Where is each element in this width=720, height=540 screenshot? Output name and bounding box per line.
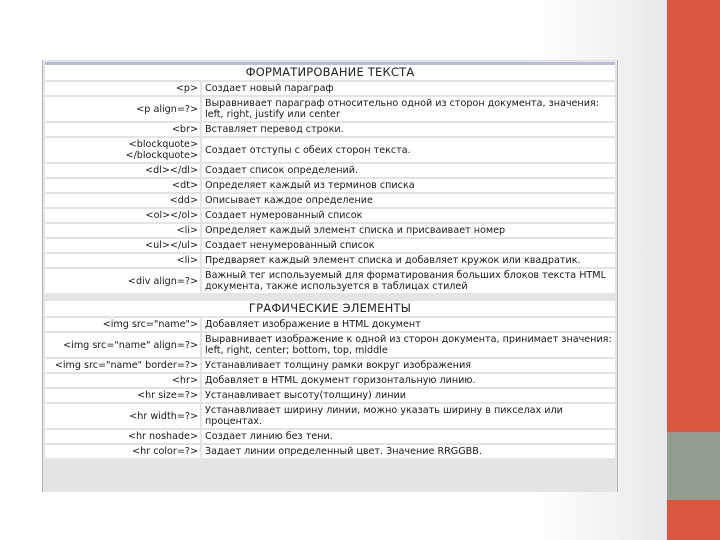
table-row bbox=[45, 224, 615, 237]
section-header-row bbox=[45, 62, 615, 80]
description-cell: Создает новый параграф bbox=[202, 82, 615, 95]
tag-cell: <ul></ul> bbox=[45, 239, 200, 252]
description-cell: Добавляет изображение в HTML документ bbox=[202, 318, 615, 331]
description-cell: Важный тег используемый для форматирования больших блоков текста HTML документа, также используется в таблицах стилей bbox=[202, 269, 615, 293]
section-title: ФОРМАТИРОВАНИЕ ТЕКСТА bbox=[45, 62, 615, 80]
table-row bbox=[45, 97, 615, 121]
table-row bbox=[45, 164, 615, 177]
tag-cell: <li> bbox=[45, 254, 200, 267]
tag-cell: <img src="name" border=?> bbox=[45, 359, 200, 372]
table-row bbox=[45, 179, 615, 192]
description-cell: Устанавливает ширину линии, можно указать ширину в пикселах или процентах. bbox=[202, 404, 615, 428]
table-row bbox=[45, 138, 615, 162]
tag-cell: <div align=?> bbox=[45, 269, 200, 293]
table-row bbox=[45, 333, 615, 357]
description-cell: Создает линию без тени. bbox=[202, 430, 615, 443]
description-cell: Создает отступы с обеих сторон текста. bbox=[202, 138, 615, 162]
description-cell: Устанавливает толщину рамки вокруг изображения bbox=[202, 359, 615, 372]
table-row bbox=[45, 209, 615, 222]
tag-cell: <hr noshade> bbox=[45, 430, 200, 443]
description-cell: Создает нумерованный список bbox=[202, 209, 615, 222]
table-row bbox=[45, 389, 615, 402]
tag-cell: <p align=?> bbox=[45, 97, 200, 121]
description-cell: Устанавливает высоту(толщину) линии bbox=[202, 389, 615, 402]
table-row bbox=[45, 374, 615, 387]
description-cell: Добавляет в HTML документ горизонтальную линию. bbox=[202, 374, 615, 387]
section-header-row bbox=[45, 301, 615, 316]
tag-cell: <img src="name"> bbox=[45, 318, 200, 331]
tag-cell: <p> bbox=[45, 82, 200, 95]
table-row bbox=[45, 254, 615, 267]
tag-cell: <dt> bbox=[45, 179, 200, 192]
table-row bbox=[45, 404, 615, 428]
tag-cell: <dl></dl> bbox=[45, 164, 200, 177]
tag-cell: <hr width=?> bbox=[45, 404, 200, 428]
tag-cell: <br> bbox=[45, 123, 200, 136]
accent-gray-block bbox=[667, 432, 720, 500]
tag-cell: <hr size=?> bbox=[45, 389, 200, 402]
description-cell: Создает список определений. bbox=[202, 164, 615, 177]
tag-cell: <img src="name" align=?> bbox=[45, 333, 200, 357]
section-gap bbox=[45, 295, 615, 299]
tag-cell: <li> bbox=[45, 224, 200, 237]
table-row bbox=[45, 318, 615, 331]
tag-cell: <dd> bbox=[45, 194, 200, 207]
table-row bbox=[45, 82, 615, 95]
table-row bbox=[45, 123, 615, 136]
description-cell: Выравнивает параграф относительно одной из сторон документа, значения: left, right, justify или center bbox=[202, 97, 615, 121]
tag-cell: <hr color=?> bbox=[45, 445, 200, 458]
table-row bbox=[45, 445, 615, 458]
description-cell: Выравнивает изображение к одной из сторон документа, принимает значения: left, right, center; bottom, top, middle bbox=[202, 333, 615, 357]
description-cell: Вставляет перевод строки. bbox=[202, 123, 615, 136]
html-reference-table bbox=[42, 60, 618, 492]
description-cell: Определяет каждый из терминов списка bbox=[202, 179, 615, 192]
table-row bbox=[45, 359, 615, 372]
table-row bbox=[45, 430, 615, 443]
description-cell: Задает линии определенный цвет. Значение RRGGBB. bbox=[202, 445, 615, 458]
tag-cell: <ol></ol> bbox=[45, 209, 200, 222]
description-cell: Создает ненумерованный список bbox=[202, 239, 615, 252]
description-cell: Описывает каждое определение bbox=[202, 194, 615, 207]
tag-cell: <hr> bbox=[45, 374, 200, 387]
description-cell: Определяет каждый элемент списка и присваивает номер bbox=[202, 224, 615, 237]
table-row bbox=[45, 194, 615, 207]
table-row bbox=[45, 239, 615, 252]
section-title: ГРАФИЧЕСКИЕ ЭЛЕМЕНТЫ bbox=[45, 301, 615, 316]
accent-side-bar bbox=[667, 0, 720, 540]
description-cell: Предваряет каждый элемент списка и добавляет кружок или квадратик. bbox=[202, 254, 615, 267]
table-row bbox=[45, 269, 615, 293]
tag-cell: <blockquote> </blockquote> bbox=[45, 138, 200, 162]
